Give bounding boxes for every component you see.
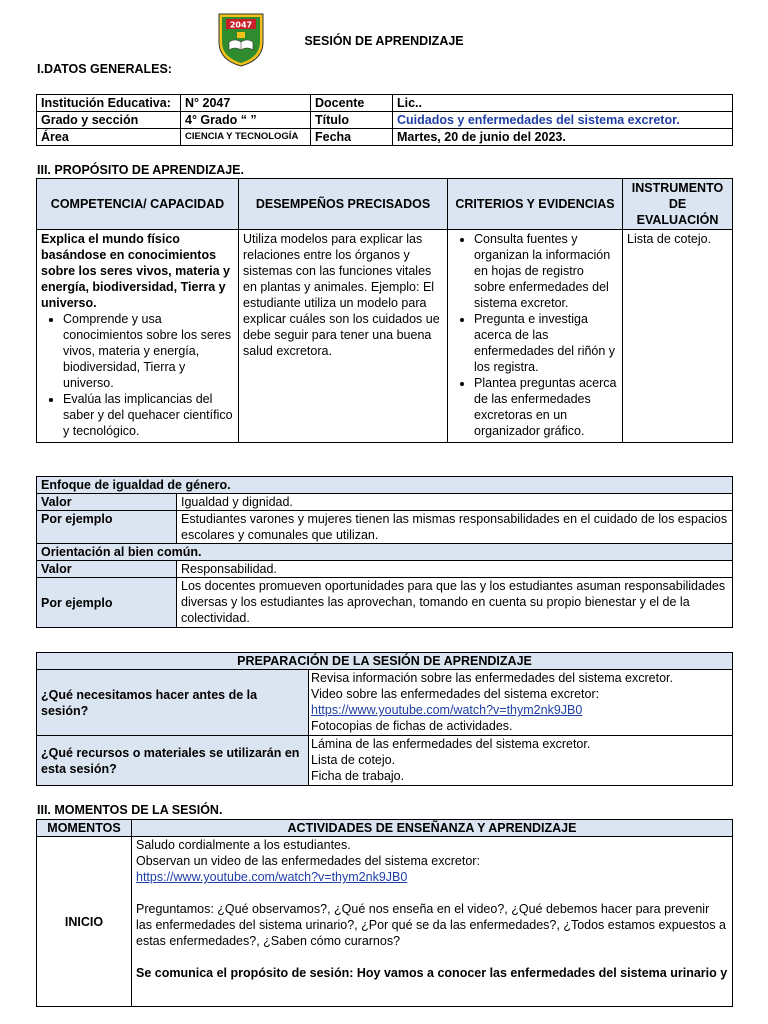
prep-question-2: ¿Qué recursos o materiales se utilizarán en esta sesión? [37, 736, 309, 786]
logo-number: 2047 [229, 20, 253, 30]
general-data-table [36, 94, 733, 146]
enfoque-title: Enfoque de igualdad de género. [37, 477, 733, 494]
area-value: CIENCIA Y TECNOLOGÍA [181, 129, 311, 146]
docente-label: Docente [311, 95, 393, 112]
inst-label: Institución Educativa: [37, 95, 181, 112]
ejemplo-value: Los docentes promueven oportunidades para que las y los estudiantes asuman responsabilidades diversas y los estudiantes las aprovechan, tomando en cuenta su propio bienestar y el de la colectividad. [177, 578, 733, 628]
inicio-activities [132, 837, 733, 1007]
capacidades-list [41, 311, 234, 439]
ejemplo-label: Por ejemplo [37, 578, 177, 628]
header-instrumento: INSTRUMENTO DE EVALUACIÓN [623, 179, 733, 230]
desempenos-cell [239, 230, 448, 443]
activity-line: Observan un video de las enfermedades del sistema excretor: [136, 854, 480, 868]
section-momentos-title: III. MOMENTOS DE LA SESIÓN. [37, 803, 223, 817]
questions-text: Preguntamos: ¿Qué observamos?, ¿Qué nos enseña en el video?, ¿Qué debemos hacer para prevenir las enfermedades del sistema urinario?, ¿Por qué se da las enfermedades?, ¿Todos estamos expuestos a estas enfermedades?, ¿Saben cómo curarnos? [136, 902, 726, 948]
criterio-item: • Pregunta e investiga acerca de las enfermedades del riñón y los registra. [474, 311, 618, 375]
ejemplo-value: Estudiantes varones y mujeres tienen las mismas responsabilidades en el cuidado de los espacios escolares y comunales que utilizan. [177, 511, 733, 544]
prep-answer-2 [309, 736, 733, 786]
criterios-list [452, 230, 618, 439]
prep-answer-line: Fotocopias de fichas de actividades. [311, 719, 513, 733]
capacidad-item: • Evalúa las implicancias del saber y del quehacer científico y tecnológico. [63, 391, 234, 439]
inicio-label: INICIO [37, 837, 132, 1007]
competencia-text: Explica el mundo físico basándose en conocimientos sobre los seres vivos, materia y energía, biodiversidad, Tierra y universo. [41, 232, 230, 310]
valor-value: Responsabilidad. [177, 561, 733, 578]
criterio-item: • Consulta fuentes y organizan la información en hojas de registro sobre enfermedades del sistema excretor. [474, 231, 618, 311]
competencia-cell [37, 230, 239, 443]
momentos-header: MOMENTOS [37, 820, 132, 837]
section-datos-generales-title: I.DATOS GENERALES: [37, 62, 172, 76]
video-link[interactable]: https://www.youtube.com/watch?v=thym2nk9JB0 [311, 703, 583, 717]
docente-value: Lic.. [393, 95, 733, 112]
capacidad-item: • Comprende y usa conocimientos sobre los seres vivos, materia y energía, biodiversidad, Tierra y universo. [63, 311, 234, 391]
prep-answer-line: Lámina de las enfermedades del sistema excretor. [311, 737, 591, 751]
purpose-table [36, 178, 733, 443]
preparacion-table [36, 652, 733, 786]
header-criterios: CRITERIOS Y EVIDENCIAS [448, 179, 623, 230]
header-competencia: COMPETENCIA/ CAPACIDAD [37, 179, 239, 230]
instrumento-text: Lista de cotejo. [627, 232, 712, 246]
grado-value: 4° Grado “ ” [181, 112, 311, 129]
video-link[interactable]: https://www.youtube.com/watch?v=thym2nk9JB0 [136, 870, 408, 884]
activity-line: Saludo cordialmente a los estudiantes. [136, 838, 351, 852]
instrumento-cell [623, 230, 733, 443]
titulo-label: Título [311, 112, 393, 129]
area-label: Área [37, 129, 181, 146]
titulo-value: Cuidados y enfermedades del sistema excretor. [393, 112, 733, 129]
grado-label: Grado y sección [37, 112, 181, 129]
prep-answer-line: Ficha de trabajo. [311, 769, 405, 783]
enfoque-table [36, 476, 733, 628]
section-proposito-title: III. PROPÓSITO DE APRENDIZAJE. [37, 163, 244, 177]
actividades-header: ACTIVIDADES DE ENSEÑANZA Y APRENDIZAJE [132, 820, 733, 837]
valor-label: Valor [37, 561, 177, 578]
criterios-cell [448, 230, 623, 443]
preparacion-title: PREPARACIÓN DE LA SESIÓN DE APRENDIZAJE [37, 653, 733, 670]
ejemplo-label: Por ejemplo [37, 511, 177, 544]
prep-answer-line: Video sobre las enfermedades del sistema excretor: [311, 687, 600, 701]
fecha-value: Martes, 20 de junio del 2023. [393, 129, 733, 146]
prep-question-1: ¿Qué necesitamos hacer antes de la sesión? [37, 670, 309, 736]
prep-answer-line: Revisa información sobre las enfermedades del sistema excretor. [311, 671, 673, 685]
orientacion-title: Orientación al bien común. [37, 544, 733, 561]
document-title: SESIÓN DE APRENDIZAJE [304, 34, 464, 48]
header-desempenos: DESEMPEÑOS PRECISADOS [239, 179, 448, 230]
criterio-item: • Plantea preguntas acerca de las enfermedades excretoras en un organizador gráfico. [474, 375, 618, 439]
desempenos-text: Utiliza modelos para explicar las relaciones entre los órganos y sistemas con las funciones vitales en plantas y animales. Ejemplo: El estudiante utiliza un modelo para explicar cuáles son los cuidados ue debe seguir para tener una buena salud excretora. [243, 232, 440, 358]
purpose-statement: Se comunica el propósito de sesión: Hoy vamos a conocer las enfermedades del sistema urinario y [136, 966, 728, 980]
prep-answer-line: Lista de cotejo. [311, 753, 396, 767]
valor-value: Igualdad y dignidad. [177, 494, 733, 511]
inst-value: N° 2047 [181, 95, 311, 112]
valor-label: Valor [37, 494, 177, 511]
prep-answer-1 [309, 670, 733, 736]
momentos-table [36, 819, 733, 1007]
fecha-label: Fecha [311, 129, 393, 146]
